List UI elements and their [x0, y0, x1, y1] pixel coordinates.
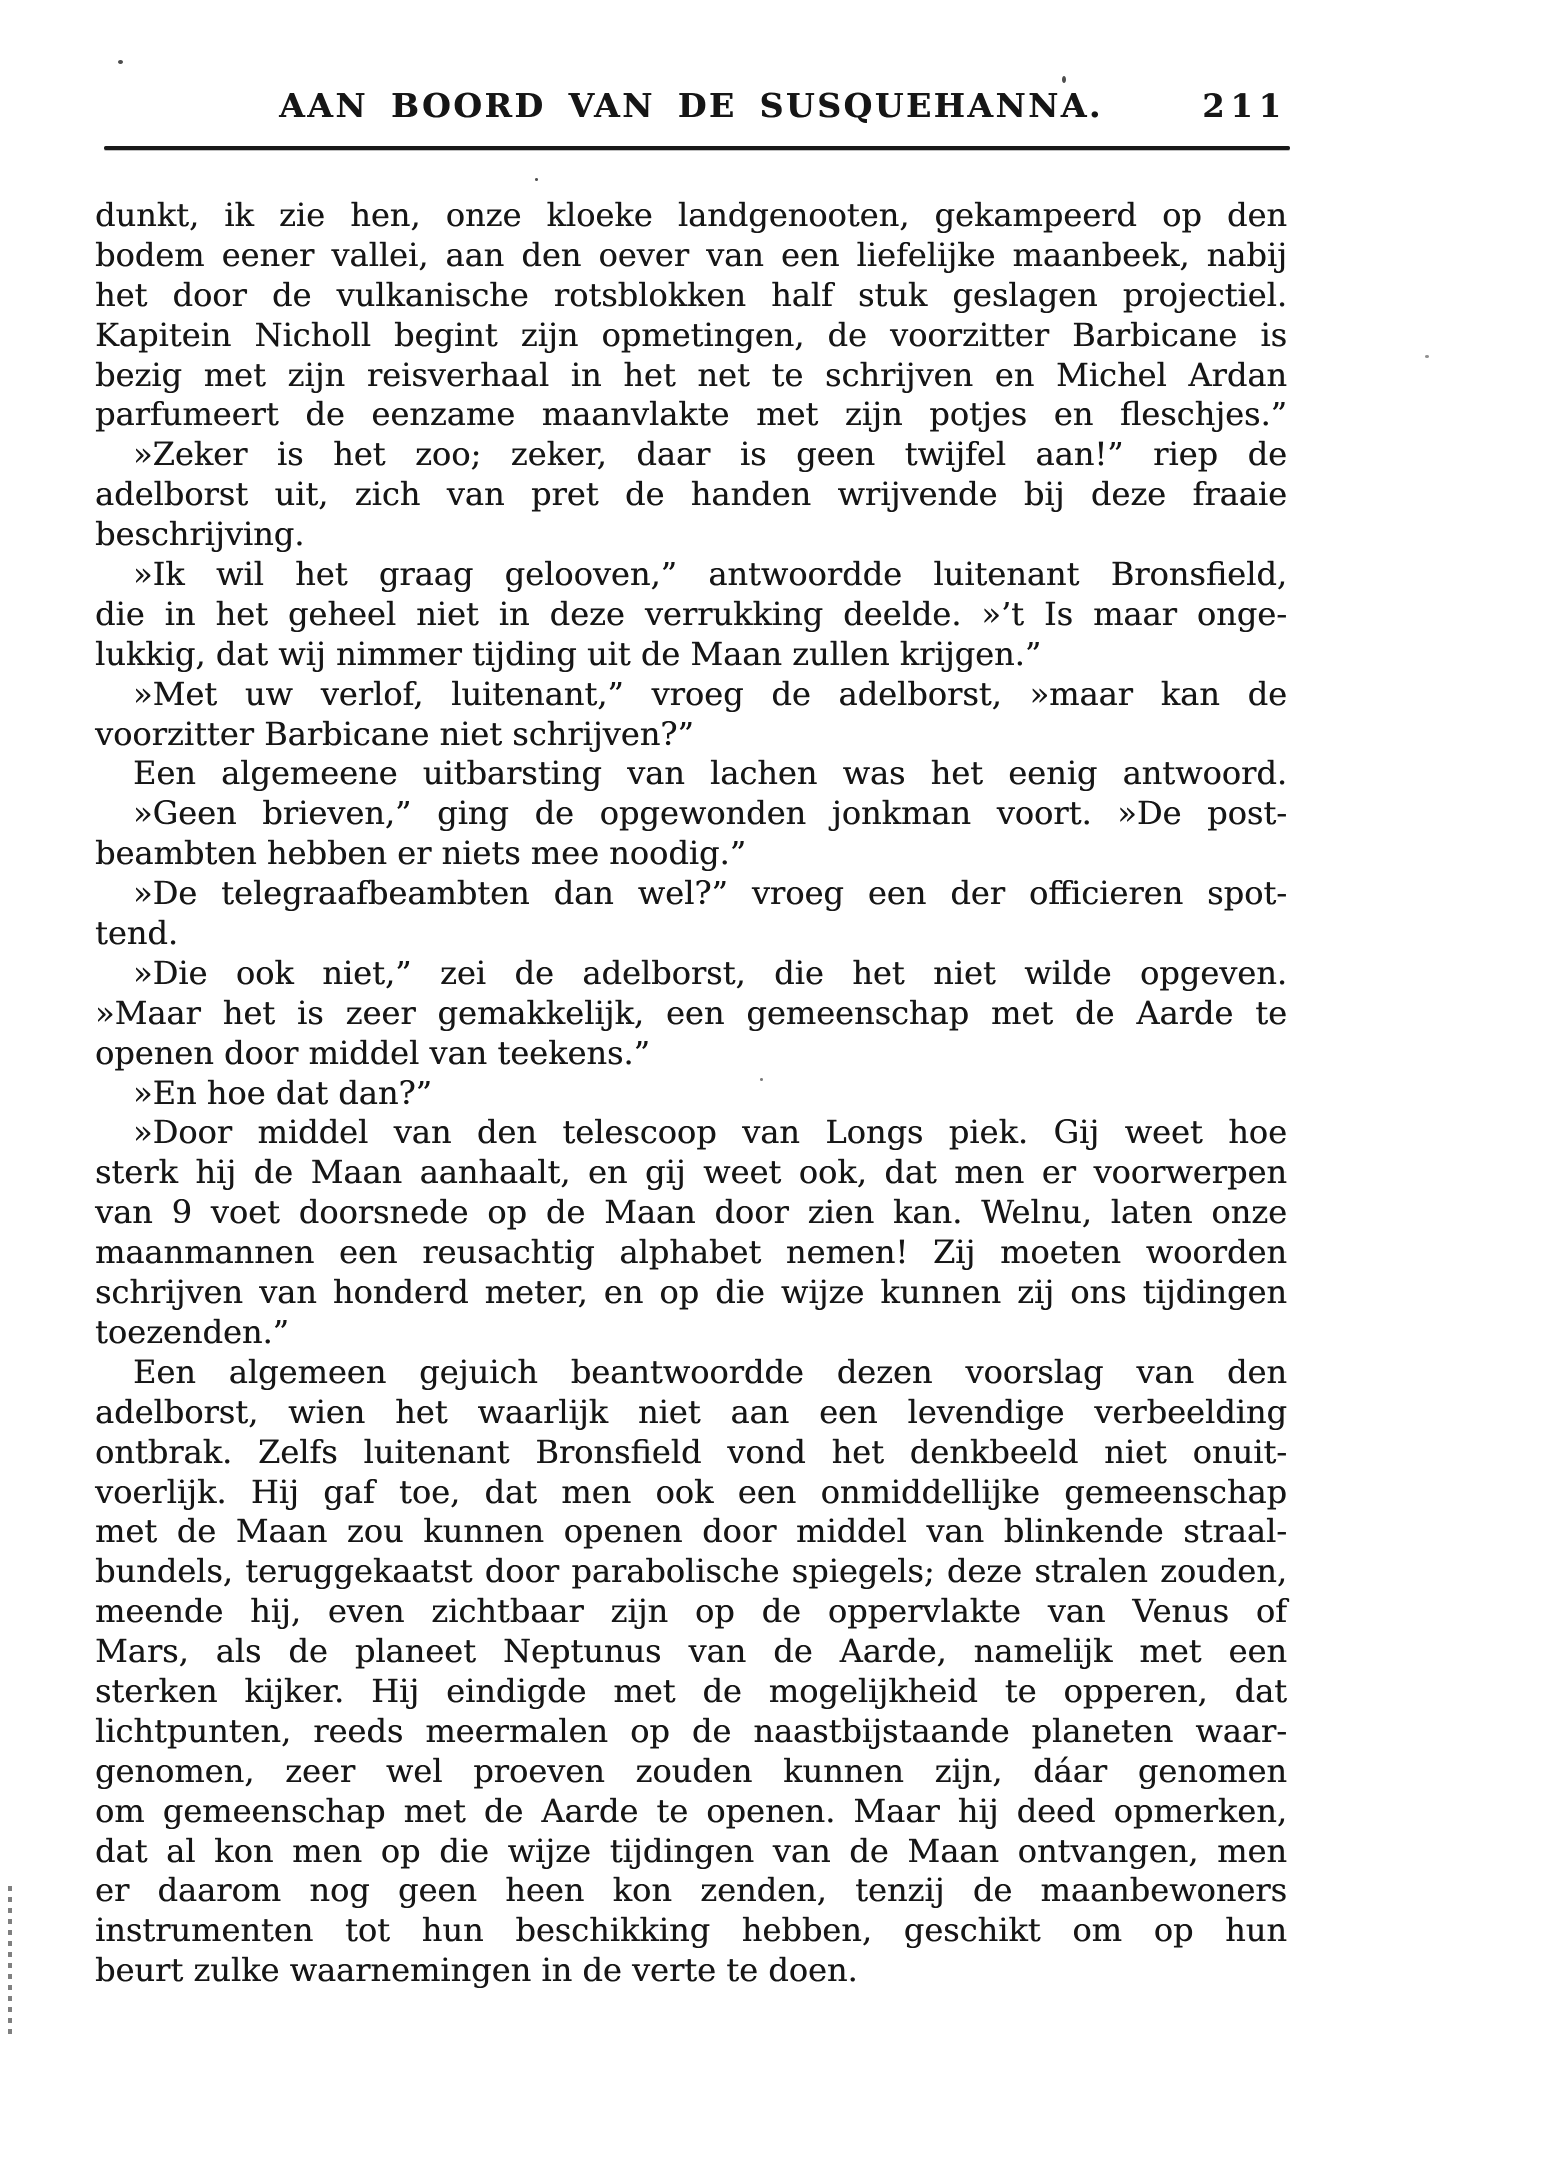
text-line: dat al kon men op die wijze tijdingen van de Maan ontvangen, men	[95, 1831, 1287, 1870]
text-line: maanmannen een reusachtig alphabet nemen! Zij moeten woorden	[95, 1233, 1287, 1272]
text-line: Kapitein Nicholl begint zijn opmetingen, de voorzitter Barbicane is	[95, 315, 1287, 354]
text-line: instrumenten tot hun beschikking hebben, geschikt om op hun	[95, 1911, 1287, 1950]
text-line: »Door middel van den telescoop van Longs piek. Gij weet hoe	[133, 1113, 1287, 1152]
page-number: 211	[1202, 87, 1287, 125]
text-line: »Die ook niet,” zei de adelborst, die het niet wilde opgeven.	[133, 953, 1287, 992]
text-line: meende hij, even zichtbaar zijn op de oppervlakte van Venus of	[95, 1592, 1287, 1631]
text-line: »De telegraafbeambten dan wel?” vroeg een der officieren spot-	[133, 874, 1287, 913]
header-rule	[104, 146, 1290, 150]
text-line: genomen, zeer wel proeven zouden kunnen zijn, dáar genomen	[95, 1751, 1287, 1790]
text-line: Mars, als de planeet Neptunus van de Aarde, namelijk met een	[95, 1632, 1287, 1671]
text-line: lukkig, dat wij nimmer tijding uit de Maan zullen krijgen.”	[95, 634, 1042, 673]
text-line: »Maar het is zeer gemakkelijk, een gemeenschap met de Aarde te	[95, 993, 1287, 1032]
text-line: openen door middel van teekens.”	[95, 1033, 650, 1072]
text-line: beambten hebben er niets mee noodig.”	[95, 834, 747, 873]
text-line: »Geen brieven,” ging de opgewonden jonkman voort. »De post-	[133, 794, 1287, 833]
text-line: er daarom nog geen heen kon zenden, tenzij de maanbewoners	[95, 1871, 1287, 1910]
text-line: voerlijk. Hij gaf toe, dat men ook een onmiddellijke gemeenschap	[95, 1472, 1287, 1511]
text-line: »Met uw verlof, luitenant,” vroeg de adelborst, »maar kan de	[133, 674, 1287, 713]
running-head	[95, 86, 1287, 130]
text-line: die in het geheel niet in deze verrukking deelde. »’t Is maar onge-	[95, 594, 1287, 633]
text-line: met de Maan zou kunnen openen door middel van blinkende straal-	[95, 1512, 1287, 1551]
text-line: dunkt, ik zie hen, onze kloeke landgenooten, gekampeerd op den	[95, 196, 1287, 234]
text-line: het door de vulkanische rotsblokken half stuk geslagen projectiel.	[95, 275, 1287, 314]
text-line: schrijven van honderd meter, en op die wijze kunnen zij ons tijdingen	[95, 1273, 1287, 1312]
text-line: tend.	[95, 914, 179, 953]
text-line: bodem eener vallei, aan den oever van een liefelijke maanbeek, nabij	[95, 235, 1287, 274]
text-line: voorzitter Barbicane niet schrijven?”	[95, 714, 694, 753]
text-line: lichtpunten, reeds meermalen op de naastbijstaande planeten waar-	[95, 1711, 1287, 1750]
text-line: adelborst, wien het waarlijk niet aan een levendige verbeelding	[95, 1392, 1287, 1431]
text-line: van 9 voet doorsnede op de Maan door zien kan. Welnu, laten onze	[95, 1193, 1287, 1232]
text-line: om gemeenschap met de Aarde te openen. Maar hij deed opmerken,	[95, 1791, 1287, 1830]
text-line: beurt zulke waarnemingen in de verte te doen.	[95, 1951, 858, 1990]
scan-speck	[760, 1078, 763, 1081]
scan-speck	[1062, 76, 1066, 83]
scan-speck	[535, 178, 538, 181]
text-line: toezenden.”	[95, 1312, 290, 1351]
text-line: bundels, teruggekaatst door parabolische spiegels; deze stralen zouden,	[95, 1552, 1287, 1591]
text-line: Een algemeene uitbarsting van lachen was het eenig antwoord.	[133, 754, 1287, 793]
scan-artifact	[8, 1886, 12, 2034]
text-line: sterken kijker. Hij eindigde met de mogelijkheid te opperen, dat	[95, 1671, 1287, 1710]
text-line: ontbrak. Zelfs luitenant Bronsfield vond het denkbeeld niet onuit-	[95, 1432, 1287, 1471]
scan-speck	[118, 60, 123, 64]
text-line: »En hoe dat dan?”	[133, 1073, 432, 1112]
running-head-title: AAN BOORD VAN DE SUSQUEHANNA.	[279, 86, 1103, 125]
text-line: »Zeker is het zoo; zeker, daar is geen twijfel aan!” riep de	[133, 435, 1287, 474]
scan-speck	[1425, 355, 1429, 358]
page-body	[95, 196, 1287, 1991]
text-line: bezig met zijn reisverhaal in het net te schrijven en Michel Ardan	[95, 355, 1287, 394]
text-line: »Ik wil het graag gelooven,” antwoordde luitenant Bronsfield,	[133, 555, 1287, 594]
text-line: Een algemeen gejuich beantwoordde dezen voorslag van den	[133, 1352, 1287, 1391]
text-line: beschrijving.	[95, 515, 305, 554]
text-line: adelborst uit, zich van pret de handen wrijvende bij deze fraaie	[95, 475, 1287, 514]
text-line: sterk hij de Maan aanhaalt, en gij weet ook, dat men er voorwerpen	[95, 1153, 1287, 1192]
text-line: parfumeert de eenzame maanvlakte met zijn potjes en fleschjes.”	[95, 395, 1287, 434]
